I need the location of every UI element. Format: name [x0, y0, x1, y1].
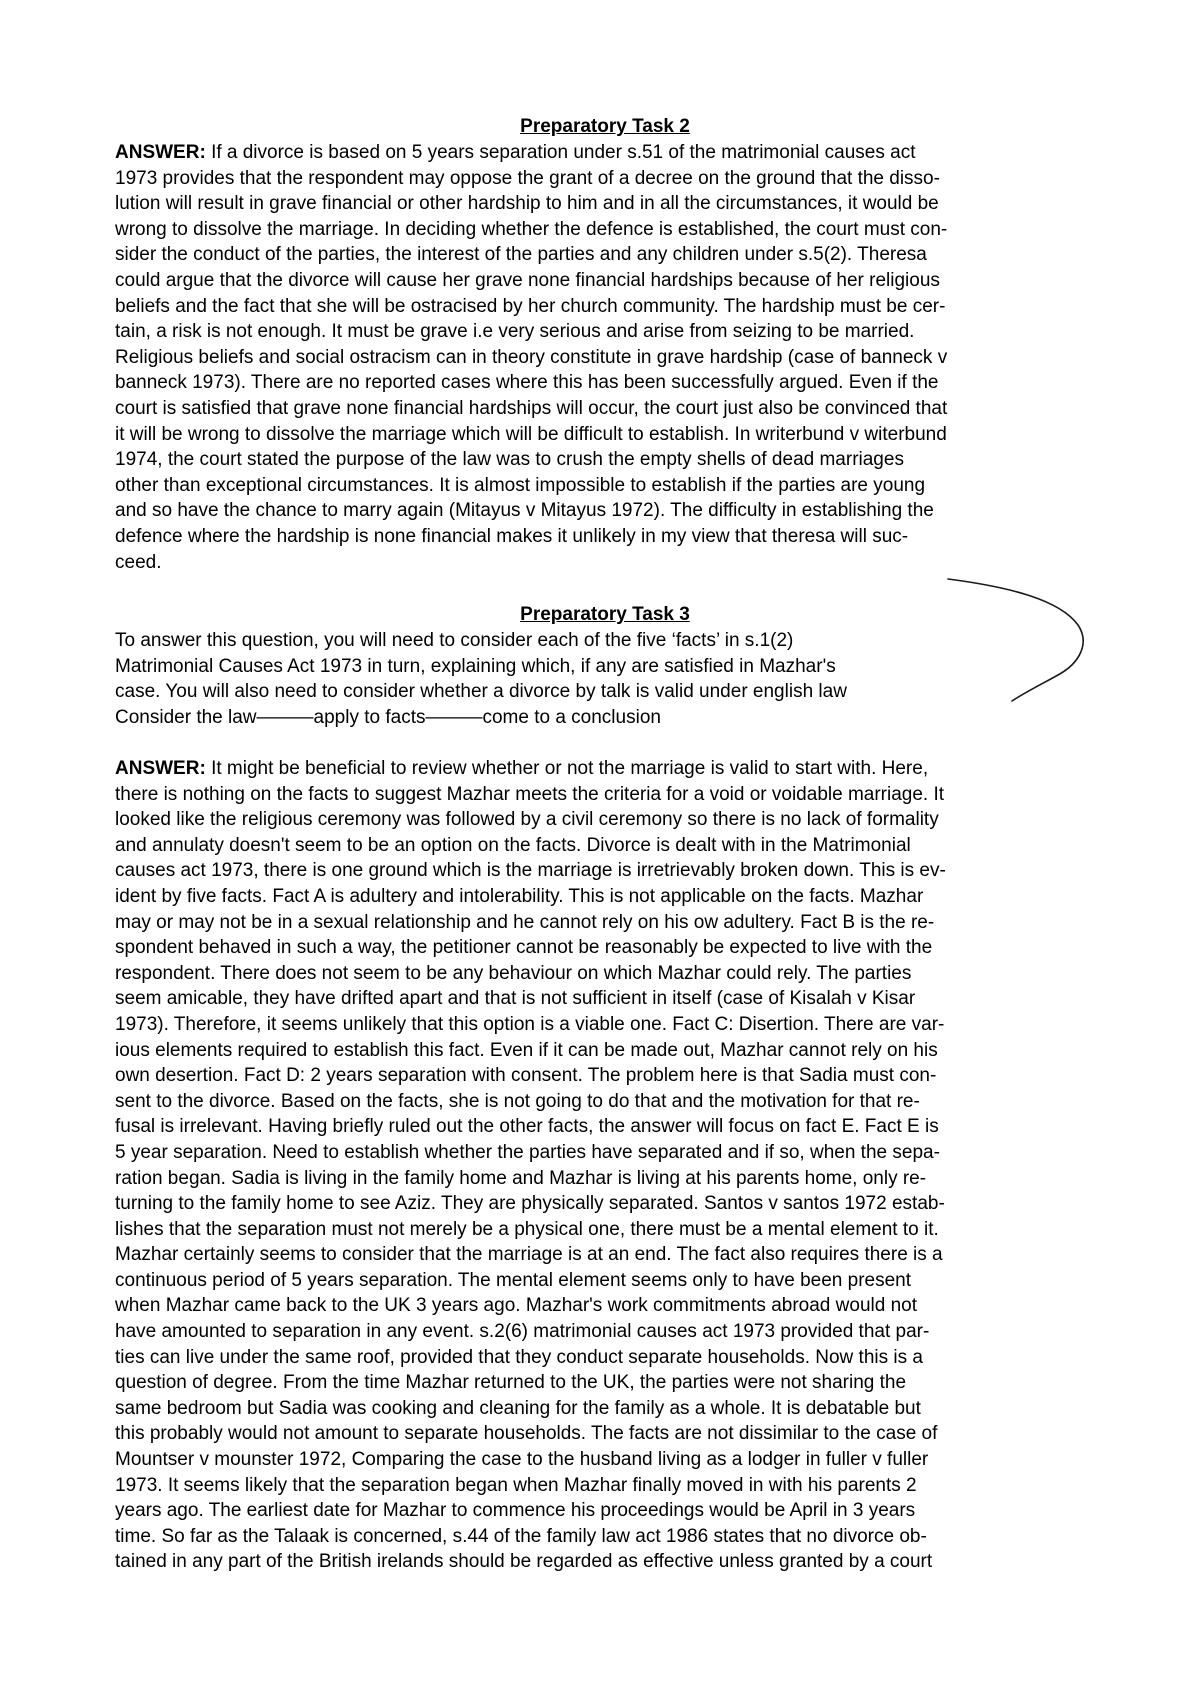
task3-line: have amounted to separation in any event. s.2(6) matrimonial causes act 1973 provided that par-: [115, 1321, 930, 1343]
task3-line: causes act 1973, there is one ground which is the marriage is irretrievably broken down. This is ev-: [115, 860, 946, 882]
task3-line: and annulaty doesn't seem to be an option on the facts. Divorce is dealt with in the Matrimonial: [115, 834, 911, 856]
task2-line: wrong to dissolve the marriage. In deciding whether the defence is established, the court must con-: [115, 218, 948, 240]
task3-line: when Mazhar came back to the UK 3 years ago. Mazhar's work commitments abroad would not: [115, 1295, 917, 1317]
task3-answer: [115, 756, 1105, 1575]
task2-answer-label: ANSWER:: [115, 142, 206, 163]
task2-line: and so have the chance to marry again (Mitayus v Mitayus 1972). The difficulty in establishing the: [115, 500, 934, 522]
task2-line: beliefs and the fact that she will be ostracised by her church community. The hardship must be cer-: [115, 295, 946, 317]
task3-line: ties can live under the same roof, provided that they conduct separate households. Now this is a: [115, 1346, 923, 1368]
task2-line: could argue that the divorce will cause her grave none financial hardships because of her religious: [115, 269, 940, 291]
task2-heading: Preparatory Task 2: [520, 116, 690, 137]
task3-line: spondent behaved in such a way, the petitioner cannot be reasonably be expected to live with the: [115, 937, 933, 959]
task2-line: Religious beliefs and social ostracism can in theory constitute in grave hardship (case of banneck v: [115, 346, 948, 368]
task3-question-line: case. You will also need to consider whether a divorce by talk is valid under english law: [115, 681, 847, 703]
task3-question-line: To answer this question, you will need to consider each of the five ‘facts’ in s.1(2): [115, 630, 794, 651]
task3-line: respondent. There does not seem to be any behaviour on which Mazhar could rely. The parties: [115, 962, 912, 984]
task3-line: sent to the divorce. Based on the facts, she is not going to do that and the motivation for that re-: [115, 1090, 920, 1112]
task2-line: it will be wrong to dissolve the marriage which will be difficult to establish. In writerbund v witerbund: [115, 423, 947, 445]
task2-line: other than exceptional circumstances. It is almost impossible to establish if the parties are young: [115, 474, 926, 496]
task3-line: time. So far as the Talaak is concerned, s.44 of the family law act 1986 states that no divorce ob-: [115, 1525, 927, 1547]
task3-line: question of degree. From the time Mazhar returned to the UK, the parties were not sharing the: [115, 1372, 907, 1394]
task3-line: Mountser v mounster 1972, Comparing the case to the husband living as a lodger in fuller v fuller: [115, 1449, 929, 1471]
task2-line: 1974, the court stated the purpose of the law was to crush the empty shells of dead marriages: [115, 449, 904, 471]
task3-line: seem amicable, they have drifted apart and that is not sufficient in itself (case of Kisalah v Kisar: [115, 988, 916, 1010]
task3-line: Mazhar certainly seems to consider that the marriage is at an end. The fact also requires there is a: [115, 1244, 943, 1266]
task2-line: tain, a risk is not enough. It must be grave i.e very serious and arise from seizing to be married.: [115, 321, 915, 343]
task3-line: 5 year separation. Need to establish whether the parties have separated and if so, when the sepa-: [115, 1141, 940, 1163]
task3-answer-label: ANSWER:: [115, 758, 206, 779]
task2-line: sider the conduct of the parties, the interest of the parties and any children under s.5(2). Theresa: [115, 244, 927, 266]
task2-line: lution will result in grave financial or other hardship to him and in all the circumstances, it would be: [115, 193, 939, 215]
task2-line: court is satisfied that grave none financial hardships will occur, the court just also be convinced that: [115, 397, 948, 419]
task3-question-line: Consider the law———apply to facts———come to a conclusion: [115, 706, 661, 728]
task2-answer: [115, 140, 1105, 575]
task3-answer-line: [115, 756, 1105, 782]
task3-line: there is nothing on the facts to suggest Mazhar meets the criteria for a void or voidable marriage. It: [115, 783, 945, 805]
task3-line: 1973. It seems likely that the separation began when Mazhar finally moved in with his parents 2: [115, 1474, 917, 1496]
task2-answer-line: [115, 140, 1105, 166]
task3-line: years ago. The earliest date for Mazhar to commence his proceedings would be April in 3 years: [115, 1500, 916, 1522]
task3-line: same bedroom but Sadia was cooking and cleaning for the family as a whole. It is debatable but: [115, 1397, 921, 1419]
task3-line: lishes that the separation must not merely be a physical one, there must be a mental element to it.: [115, 1218, 939, 1240]
task3-line: ious elements required to establish this fact. Even if it can be made out, Mazhar cannot rely on his: [115, 1039, 938, 1061]
task3-line: ration began. Sadia is living in the family home and Mazhar is living at his parents home, only re-: [115, 1167, 927, 1189]
task3-question-line: Matrimonial Causes Act 1973 in turn, explaining which, if any are satisfied in Mazhar's: [115, 655, 836, 677]
task2-line: banneck 1973). There are no reported cases where this has been successfully argued. Even if the: [115, 372, 939, 394]
handwritten-bracket-mark: [940, 575, 1100, 705]
task3-line: this probably would not amount to separate households. The facts are not dissimilar to the case of: [115, 1423, 938, 1445]
task2-line: defence where the hardship is none financial makes it unlikely in my view that theresa will suc-: [115, 525, 909, 547]
task3-line: ident by five facts. Fact A is adultery and intolerability. This is not applicable on the facts. Mazhar: [115, 885, 924, 907]
task3-line: turning to the family home to see Aziz. They are physically separated. Santos v santos 1972 estab-: [115, 1193, 945, 1215]
task3-line: continuous period of 5 years separation. The mental element seems only to have been present: [115, 1269, 912, 1291]
task3-line: 1973). Therefore, it seems unlikely that this option is a viable one. Fact C: Disertion. There are var-: [115, 1013, 945, 1035]
task2-line: 1973 provides that the respondent may oppose the grant of a decree on the ground that the disso-: [115, 167, 940, 189]
task3-line: fusal is irrelevant. Having briefly ruled out the other facts, the answer will focus on fact E. Fact E is: [115, 1116, 939, 1138]
task3-line: tained in any part of the British irelands should be regarded as effective unless granted by a court: [115, 1551, 933, 1573]
task3-line: looked like the religious ceremony was followed by a civil ceremony so there is no lack of formality: [115, 809, 939, 831]
task3-heading: Preparatory Task 3: [520, 604, 690, 625]
task3-answer-text: It might be beneficial to review whether or not the marriage is valid to start with. Here,: [211, 758, 929, 779]
task2-line: ceed.: [115, 551, 162, 573]
task3-line: own desertion. Fact D: 2 years separation with consent. The problem here is that Sadia must con-: [115, 1065, 937, 1087]
task3-line: may or may not be in a sexual relationship and he cannot rely on his ow adultery. Fact B is the re-: [115, 911, 935, 933]
task2-answer-text: If a divorce is based on 5 years separation under s.51 of the matrimonial causes act: [211, 142, 916, 163]
